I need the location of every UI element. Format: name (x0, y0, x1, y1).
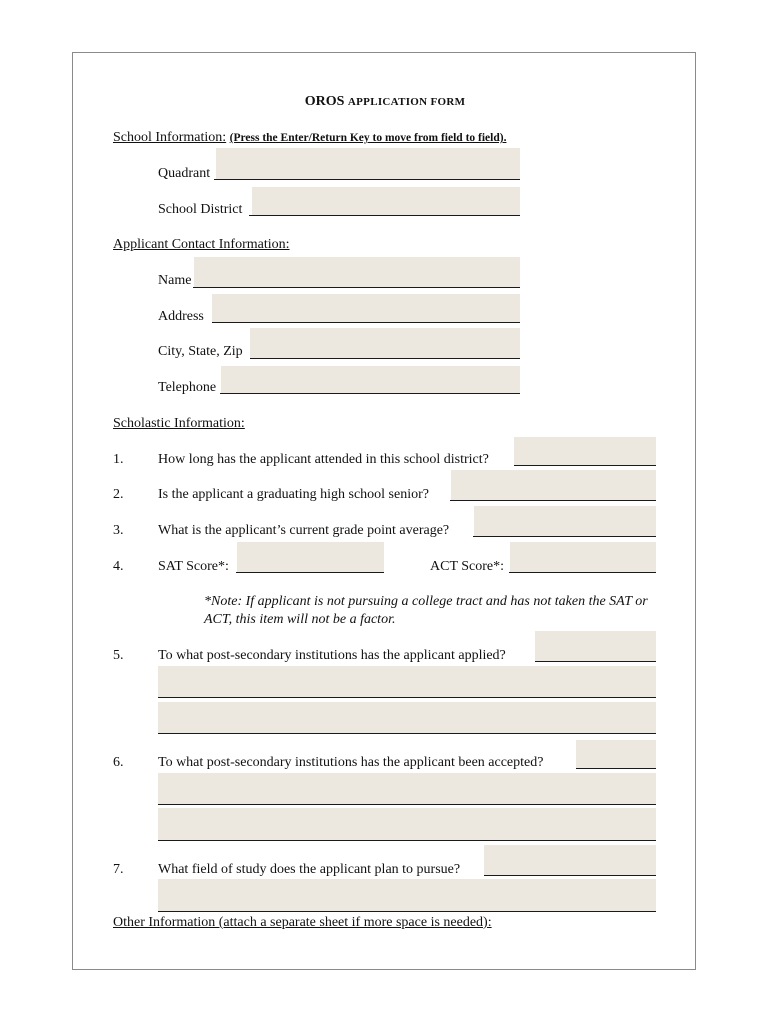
city-state-zip-field[interactable] (250, 328, 520, 359)
question-1-number: 1. (113, 452, 124, 467)
school-info-heading (113, 130, 506, 146)
question-5-field-line-3[interactable] (158, 702, 656, 734)
question-3-number: 3. (113, 523, 124, 538)
enter-key-instruction: (Press the Enter/Return Key to move from field to field). (229, 132, 507, 144)
sat-score-field[interactable] (237, 542, 384, 573)
question-4-number: 4. (113, 559, 124, 574)
question-7-field-line-2[interactable] (158, 879, 656, 912)
question-7-number: 7. (113, 862, 124, 877)
question-3-field[interactable] (474, 506, 656, 537)
question-5-text: To what post-secondary institutions has the applicant applied? (158, 648, 506, 663)
telephone-label: Telephone (158, 380, 217, 395)
school-info-label: School Information: (113, 130, 227, 145)
question-5-field-line-2[interactable] (158, 666, 656, 698)
question-2-text: Is the applicant a graduating high school senior? (158, 487, 429, 502)
question-6-text: To what post-secondary institutions has the applicant been accepted? (158, 755, 544, 770)
form-title-rest: APPLICATION FORM (347, 96, 466, 108)
form-title-main: OROS (304, 94, 345, 109)
contact-info-heading: Applicant Contact Information: (113, 237, 290, 252)
sat-act-note: *Note: If applicant is not pursuing a college tract and has not taken the SAT or ACT, this item will not be a factor. (204, 594, 648, 627)
question-6-field-line-2[interactable] (158, 773, 656, 805)
telephone-field[interactable] (221, 366, 520, 394)
act-score-label: ACT Score*: (430, 559, 505, 574)
question-2-field[interactable] (451, 470, 656, 501)
name-label: Name (158, 273, 192, 288)
question-7-text: What field of study does the applicant plan to pursue? (158, 862, 461, 877)
school-district-label: School District (158, 202, 243, 217)
question-6-field-line-1[interactable] (576, 740, 656, 769)
quadrant-field[interactable] (216, 148, 520, 180)
name-field[interactable] (194, 257, 520, 288)
quadrant-label: Quadrant (158, 166, 211, 181)
question-1-field[interactable] (514, 437, 656, 466)
question-5-number: 5. (113, 648, 124, 663)
city-state-zip-label: City, State, Zip (158, 344, 243, 359)
question-6-field-line-3[interactable] (158, 808, 656, 841)
act-score-field[interactable] (510, 542, 656, 573)
question-6-number: 6. (113, 755, 124, 770)
scholastic-info-heading: Scholastic Information: (113, 416, 245, 431)
question-3-text: What is the applicant’s current grade point average? (158, 523, 450, 538)
school-district-field[interactable] (252, 187, 520, 216)
question-5-field-line-1[interactable] (535, 631, 656, 662)
address-label: Address (158, 309, 204, 324)
form-title (0, 94, 770, 110)
question-1-text: How long has the applicant attended in this school district? (158, 452, 489, 467)
address-field[interactable] (212, 294, 520, 323)
sat-score-label: SAT Score*: (158, 559, 229, 574)
question-7-field-line-1[interactable] (484, 845, 656, 876)
other-info-heading: Other Information (attach a separate sheet if more space is needed): (113, 915, 492, 930)
question-2-number: 2. (113, 487, 124, 502)
